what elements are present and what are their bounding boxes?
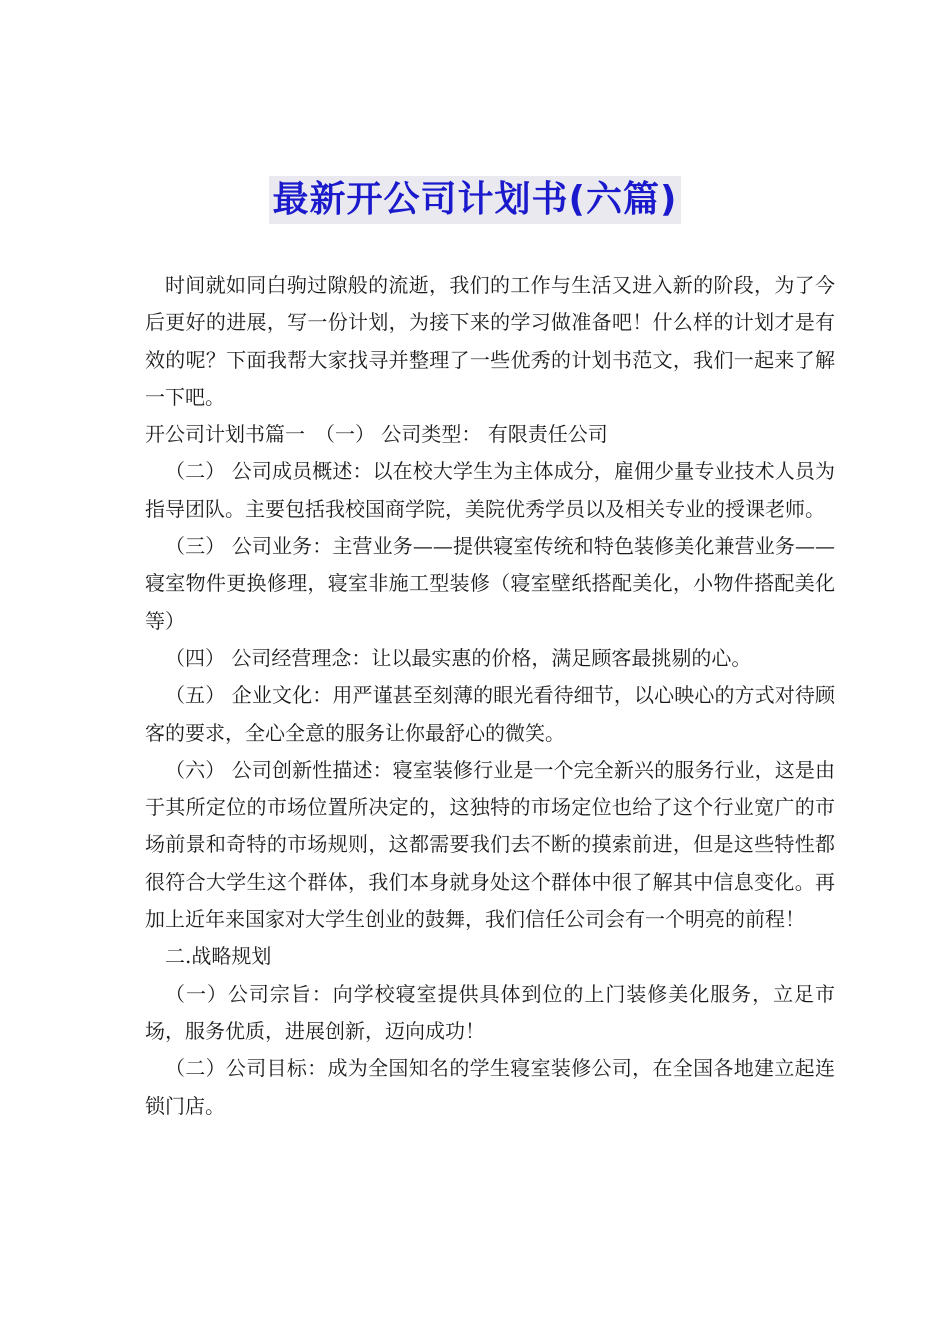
paragraph-culture: （五） 企业文化：用严谨甚至刻薄的眼光看待细节，以心映心的方式对待顾客的要求，全心全意的服务让你最舒心的微笑。 — [145, 683, 835, 745]
paragraph-innovation: （六） 公司创新性描述：寝室装修行业是一个完全新兴的服务行业，这是由于其所定位的市场位置所决定的，这独特的市场定位也给了这个行业宽广的市场前景和奇特的市场规则，这都需要我们去不断的摸索前进，但是这些特性都很符合大学生这个群体，我们本身就身处这个群体中很了解其中信息变化。再加上近年来国家对大学生创业的鼓舞，我们信任公司会有一个明亮的前程！ — [145, 757, 835, 932]
paragraph-members: （二） 公司成员概述：以在校大学生为主体成分，雇佣少量专业技术人员为指导团队。主要包括我校国商学院，美院优秀学员以及相关专业的授课老师。 — [145, 459, 835, 521]
paragraph-purpose: （一）公司宗旨：向学校寝室提供具体到位的上门装修美化服务，立足市场，服务优质，进展创新，迈向成功！ — [145, 981, 835, 1043]
section-one-heading: 开公司计划书篇一 （一） 公司类型： 有限责任公司 — [145, 422, 608, 447]
title-container — [0, 176, 950, 224]
paragraph-business: （三） 公司业务：主营业务——提供寝室传统和特色装修美化兼营业务——寝室物件更换修理，寝室非施工型装修（寝室壁纸搭配美化，小物件搭配美化等） — [145, 534, 835, 633]
paragraph-goal: （二）公司目标：成为全国知名的学生寝室装修公司，在全国各地建立起连锁门店。 — [145, 1056, 835, 1118]
section-strategy-heading: 二.战略规划 — [165, 944, 272, 969]
paragraph-philosophy: （四） 公司经营理念：让以最实惠的价格，满足顾客最挑剔的心。 — [165, 645, 752, 670]
document-title: 最新开公司计划书(六篇) — [269, 176, 682, 224]
document-body — [145, 267, 835, 1125]
intro-paragraph: 时间就如同白驹过隙般的流逝，我们的工作与生活又进入新的阶段，为了今后更好的进展，写一份计划，为接下来的学习做准备吧！什么样的计划才是有效的呢？下面我帮大家找寻并整理了一些优秀的计划书范文，我们一起来了解一下吧。 — [145, 273, 835, 409]
